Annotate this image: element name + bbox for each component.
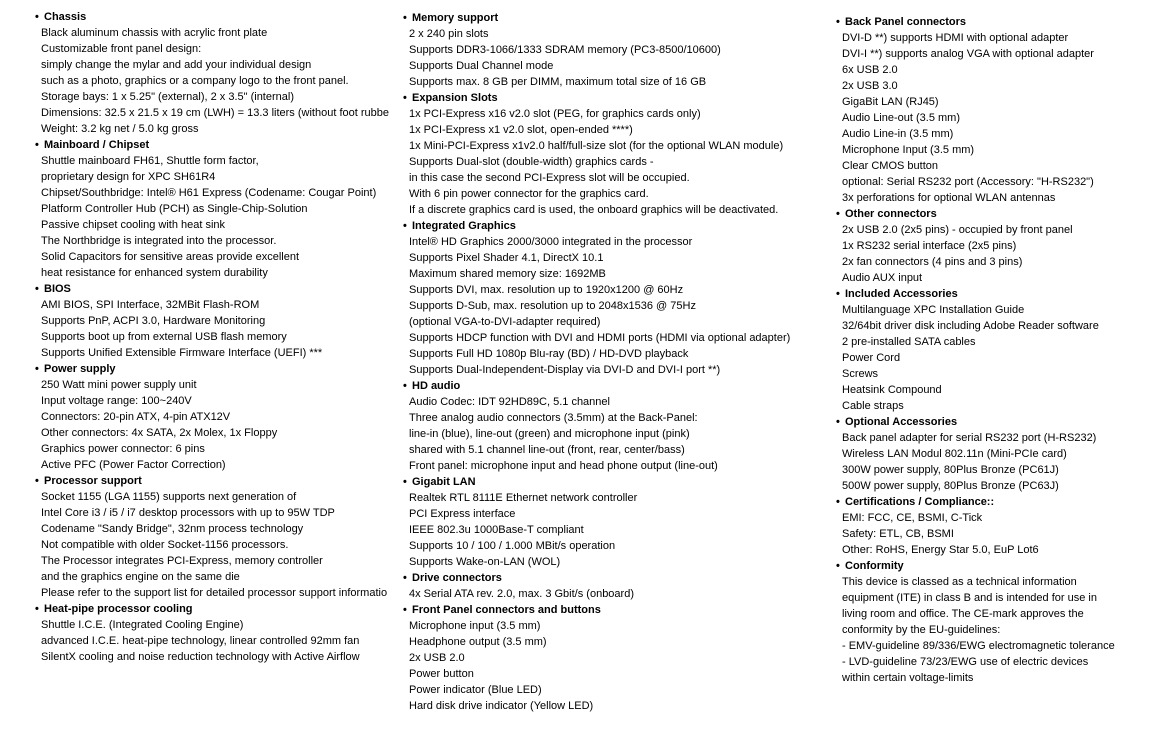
spec-line: Supports Wake-on-LAN (WOL) — [409, 556, 561, 568]
spec-line: Intel® HD Graphics 2000/3000 integrated in the processor — [409, 236, 693, 248]
spec-section-power-supply — [30, 361, 396, 473]
spec-line: Power button — [409, 668, 474, 680]
spec-line: 6x USB 2.0 — [842, 64, 898, 76]
bullet-icon: • — [403, 604, 407, 616]
spec-line: Supports Dual Channel mode — [409, 60, 554, 72]
section-heading — [398, 90, 804, 106]
spec-line: Other connectors: 4x SATA, 2x Molex, 1x Floppy — [41, 427, 278, 439]
bullet-icon: • — [403, 220, 407, 232]
spec-line: Wireless LAN Modul 802.11n (Mini-PCIe card) — [842, 448, 1067, 460]
bullet-icon: • — [403, 380, 407, 392]
section-heading — [30, 361, 396, 377]
spec-line: heat resistance for enhanced system durability — [41, 267, 268, 279]
spec-line: Shuttle I.C.E. (Integrated Cooling Engine) — [41, 619, 244, 631]
bullet-icon: • — [403, 476, 407, 488]
spec-line: Screws — [842, 368, 879, 380]
spec-line: Audio AUX input — [842, 272, 923, 284]
spec-column-2 — [398, 10, 804, 738]
spec-line: 2x USB 2.0 (2x5 pins) - occupied by front panel — [842, 224, 1073, 236]
spec-section-certifications-compliance — [831, 494, 1165, 558]
spec-line: optional: Serial RS232 port (Accessory: "H-RS232") — [842, 176, 1094, 188]
spec-section-expansion-slots — [398, 90, 804, 218]
spec-line: advanced I.C.E. heat-pipe technology, linear controlled 92mm fan — [41, 635, 360, 647]
spec-line: Heatsink Compound — [842, 384, 942, 396]
spec-line: Realtek RTL 8111E Ethernet network controller — [409, 492, 638, 504]
spec-line: Storage bays: 1 x 5.25" (external), 2 x 3.5" (internal) — [41, 91, 294, 103]
section-heading — [30, 137, 396, 153]
bullet-icon: • — [35, 475, 39, 487]
spec-line: 4x Serial ATA rev. 2.0, max. 3 Gbit/s (onboard) — [409, 588, 634, 600]
spec-section-other-connectors — [831, 206, 1165, 286]
spec-line: 2x fan connectors (4 pins and 3 pins) — [842, 256, 1023, 268]
spec-line: The Processor integrates PCI-Express, memory controller — [41, 555, 323, 567]
spec-line: SilentX cooling and noise reduction technology with Active Airflow — [41, 651, 360, 663]
spec-line: 3x perforations for optional WLAN antennas — [842, 192, 1056, 204]
section-heading — [831, 14, 1165, 30]
section-title: Certifications / Compliance:: — [845, 496, 995, 508]
section-heading — [30, 601, 396, 617]
spec-line: Supports PnP, ACPI 3.0, Hardware Monitoring — [41, 315, 266, 327]
spec-line: Front panel: microphone input and head phone output (line-out) — [409, 460, 718, 472]
section-title: Integrated Graphics — [412, 220, 516, 232]
section-title: Front Panel connectors and buttons — [412, 604, 601, 616]
spec-line: - LVD-guideline 73/23/EWG use of electric devices — [842, 656, 1089, 668]
section-title: BIOS — [44, 283, 71, 295]
bullet-icon: • — [403, 92, 407, 104]
spec-line: Audio Codec: IDT 92HD89C, 5.1 channel — [409, 396, 610, 408]
spec-section-memory-support — [398, 10, 804, 90]
spec-line: 32/64bit driver disk including Adobe Reader software — [842, 320, 1099, 332]
bullet-icon: • — [35, 363, 39, 375]
spec-line: Weight: 3.2 kg net / 5.0 kg gross — [41, 123, 199, 135]
spec-line: Not compatible with older Socket-1156 processors. — [41, 539, 289, 551]
section-title: Chassis — [44, 11, 87, 23]
spec-line: Passive chipset cooling with heat sink — [41, 219, 226, 231]
spec-line: Connectors: 20-pin ATX, 4-pin ATX12V — [41, 411, 231, 423]
spec-line: (optional VGA-to-DVI-adapter required) — [409, 316, 601, 328]
bullet-icon: • — [35, 11, 39, 23]
spec-section-conformity — [831, 558, 1165, 686]
spec-line: Headphone output (3.5 mm) — [409, 636, 547, 648]
section-title: Conformity — [845, 560, 904, 572]
section-heading — [398, 218, 804, 234]
section-title: Expansion Slots — [412, 92, 498, 104]
spec-section-bios — [30, 281, 396, 361]
section-heading — [398, 570, 804, 586]
bullet-icon: • — [836, 208, 840, 220]
spec-line: proprietary design for XPC SH61R4 — [41, 171, 216, 183]
spec-line: Power Cord — [842, 352, 901, 364]
spec-line: This device is classed as a technical information — [842, 576, 1077, 588]
bullet-icon: • — [35, 139, 39, 151]
bullet-icon: • — [836, 496, 840, 508]
spec-line: Maximum shared memory size: 1692MB — [409, 268, 606, 280]
spec-line: IEEE 802.3u 1000Base-T compliant — [409, 524, 584, 536]
spec-line: 1x PCI-Express x1 v2.0 slot, open-ended ****) — [409, 124, 633, 136]
section-heading — [831, 286, 1165, 302]
spec-line: Supports DVI, max. resolution up to 1920x1200 @ 60Hz — [409, 284, 684, 296]
spec-line: line-in (blue), line-out (green) and microphone input (pink) — [409, 428, 690, 440]
spec-line: simply change the mylar and add your individual design — [41, 59, 312, 71]
section-heading — [30, 281, 396, 297]
section-heading — [398, 10, 804, 26]
section-title: Processor support — [44, 475, 142, 487]
spec-line: 2x USB 2.0 — [409, 652, 465, 664]
spec-line: Active PFC (Power Factor Correction) — [41, 459, 226, 471]
spec-line: Cable straps — [842, 400, 904, 412]
section-title: Heat-pipe processor cooling — [44, 603, 193, 615]
spec-line: such as a photo, graphics or a company logo to the front panel. — [41, 75, 349, 87]
spec-line: PCI Express interface — [409, 508, 516, 520]
spec-line: Input voltage range: 100~240V — [41, 395, 192, 407]
spec-line: 2 pre-installed SATA cables — [842, 336, 976, 348]
spec-line: shared with 5.1 channel line-out (front, rear, center/bass) — [409, 444, 685, 456]
section-title: Gigabit LAN — [412, 476, 476, 488]
section-title: Other connectors — [845, 208, 937, 220]
spec-line: Codename "Sandy Bridge", 32nm process technology — [41, 523, 304, 535]
bullet-icon: • — [836, 560, 840, 572]
spec-line: Microphone Input (3.5 mm) — [842, 144, 975, 156]
spec-line: Graphics power connector: 6 pins — [41, 443, 205, 455]
spec-line: 2x USB 3.0 — [842, 80, 898, 92]
spec-section-included-accessories — [831, 286, 1165, 414]
spec-section-chassis — [30, 9, 396, 137]
spec-line: Supports Unified Extensible Firmware Interface (UEFI) *** — [41, 347, 323, 359]
spec-line: Clear CMOS button — [842, 160, 938, 172]
spec-line: AMI BIOS, SPI Interface, 32MBit Flash-ROM — [41, 299, 260, 311]
spec-line: Intel Core i3 / i5 / i7 desktop processors with up to 95W TDP — [41, 507, 335, 519]
spec-line: GigaBit LAN (RJ45) — [842, 96, 939, 108]
bullet-icon: • — [836, 288, 840, 300]
spec-line: within certain voltage-limits — [842, 672, 974, 684]
spec-line: Hard disk drive indicator (Yellow LED) — [409, 700, 594, 712]
spec-line: Chipset/Southbridge: Intel® H61 Express (Codename: Cougar Point) — [41, 187, 377, 199]
section-title: Power supply — [44, 363, 116, 375]
spec-line: DVI-D **) supports HDMI with optional adapter — [842, 32, 1069, 44]
spec-section-optional-accessories — [831, 414, 1165, 494]
section-heading — [831, 494, 1165, 510]
spec-section-hd-audio — [398, 378, 804, 474]
section-title: Included Accessories — [845, 288, 958, 300]
spec-line: Socket 1155 (LGA 1155) supports next generation of — [41, 491, 297, 503]
spec-line: equipment (ITE) in class B and is intended for use in — [842, 592, 1097, 604]
section-heading — [398, 602, 804, 618]
spec-line: and the graphics engine on the same die — [41, 571, 240, 583]
spec-line: living room and office. The CE-mark approves the — [842, 608, 1084, 620]
spec-line: Platform Controller Hub (PCH) as Single-Chip-Solution — [41, 203, 308, 215]
spec-section-processor-support — [30, 473, 396, 601]
spec-column-1 — [30, 9, 396, 737]
bullet-icon: • — [35, 283, 39, 295]
spec-line: EMI: FCC, CE, BSMI, C-Tick — [842, 512, 983, 524]
spec-line: Supports Pixel Shader 4.1, DirectX 10.1 — [409, 252, 604, 264]
section-heading — [831, 414, 1165, 430]
spec-section-front-panel-connectors-and-buttons — [398, 602, 804, 714]
spec-line: Black aluminum chassis with acrylic front plate — [41, 27, 268, 39]
spec-line: Supports Dual-Independent-Display via DVI-D and DVI-I port **) — [409, 364, 721, 376]
spec-line: Supports D-Sub, max. resolution up to 2048x1536 @ 75Hz — [409, 300, 696, 312]
spec-line: Please refer to the support list for detailed processor support informatio — [41, 587, 388, 599]
spec-line: Solid Capacitors for sensitive areas provide excellent — [41, 251, 300, 263]
spec-line: Audio Line-out (3.5 mm) — [842, 112, 960, 124]
spec-line: 250 Watt mini power supply unit — [41, 379, 197, 391]
spec-line: If a discrete graphics card is used, the onboard graphics will be deactivated. — [409, 204, 779, 216]
spec-section-drive-connectors — [398, 570, 804, 602]
spec-line: 1x Mini-PCI-Express x1v2.0 half/full-size slot (for the optional WLAN module) — [409, 140, 784, 152]
spec-line: Power indicator (Blue LED) — [409, 684, 542, 696]
spec-line: 2 x 240 pin slots — [409, 28, 489, 40]
spec-line: Back panel adapter for serial RS232 port (H-RS232) — [842, 432, 1097, 444]
spec-line: Supports max. 8 GB per DIMM, maximum total size of 16 GB — [409, 76, 707, 88]
section-heading — [831, 206, 1165, 222]
section-title: HD audio — [412, 380, 461, 392]
bullet-icon: • — [836, 416, 840, 428]
bullet-icon: • — [403, 12, 407, 24]
spec-section-mainboard-chipset — [30, 137, 396, 281]
spec-line: Multilanguage XPC Installation Guide — [842, 304, 1025, 316]
spec-line: in this case the second PCI-Express slot will be occupied. — [409, 172, 690, 184]
spec-line: Audio Line-in (3.5 mm) — [842, 128, 954, 140]
section-heading — [30, 9, 396, 25]
spec-line: DVI-I **) supports analog VGA with optional adapter — [842, 48, 1094, 60]
spec-line: Supports 10 / 100 / 1.000 MBit/s operation — [409, 540, 616, 552]
spec-line: 500W power supply, 80Plus Bronze (PC63J) — [842, 480, 1059, 492]
spec-line: Supports DDR3-1066/1333 SDRAM memory (PC3-8500/10600) — [409, 44, 721, 56]
section-title: Drive connectors — [412, 572, 502, 584]
section-title: Optional Accessories — [845, 416, 958, 428]
section-title: Back Panel connectors — [845, 16, 967, 28]
section-heading — [831, 558, 1165, 574]
spec-line: 1x PCI-Express x16 v2.0 slot (PEG, for graphics cards only) — [409, 108, 701, 120]
spec-line: Dimensions: 32.5 x 21.5 x 19 cm (LWH) = 13.3 liters (without foot rubbe — [41, 107, 389, 119]
spec-line: Supports HDCP function with DVI and HDMI ports (HDMI via optional adapter) — [409, 332, 791, 344]
spec-section-back-panel-connectors — [831, 14, 1165, 206]
spec-line: conformity by the EU-guidelines: — [842, 624, 1001, 636]
spec-line: With 6 pin power connector for the graphics card. — [409, 188, 649, 200]
spec-line: The Northbridge is integrated into the processor. — [41, 235, 277, 247]
spec-line: 300W power supply, 80Plus Bronze (PC61J) — [842, 464, 1059, 476]
spec-section-gigabit-lan — [398, 474, 804, 570]
section-title: Memory support — [412, 12, 499, 24]
bullet-icon: • — [403, 572, 407, 584]
bullet-icon: • — [35, 603, 39, 615]
section-heading — [398, 474, 804, 490]
spec-line: Microphone input (3.5 mm) — [409, 620, 541, 632]
spec-line: Customizable front panel design: — [41, 43, 202, 55]
spec-line: Shuttle mainboard FH61, Shuttle form factor, — [41, 155, 259, 167]
spec-line: - EMV-guideline 89/336/EWG electromagnetic tolerance — [842, 640, 1115, 652]
spec-line: Supports Full HD 1080p Blu-ray (BD) / HD-DVD playback — [409, 348, 689, 360]
spec-line: Safety: ETL, CB, BSMI — [842, 528, 954, 540]
section-heading — [30, 473, 396, 489]
spec-line: Supports Dual-slot (double-width) graphics cards - — [409, 156, 654, 168]
spec-section-integrated-graphics — [398, 218, 804, 378]
spec-line: 1x RS232 serial interface (2x5 pins) — [842, 240, 1017, 252]
section-title: Mainboard / Chipset — [44, 139, 150, 151]
bullet-icon: • — [836, 16, 840, 28]
spec-line: Supports boot up from external USB flash memory — [41, 331, 287, 343]
spec-line: Three analog audio connectors (3.5mm) at the Back-Panel: — [409, 412, 698, 424]
spec-line: Other: RoHS, Energy Star 5.0, EuP Lot6 — [842, 544, 1039, 556]
section-heading — [398, 378, 804, 394]
spec-section-heat-pipe-processor-cooling — [30, 601, 396, 665]
spec-column-3 — [831, 14, 1165, 738]
